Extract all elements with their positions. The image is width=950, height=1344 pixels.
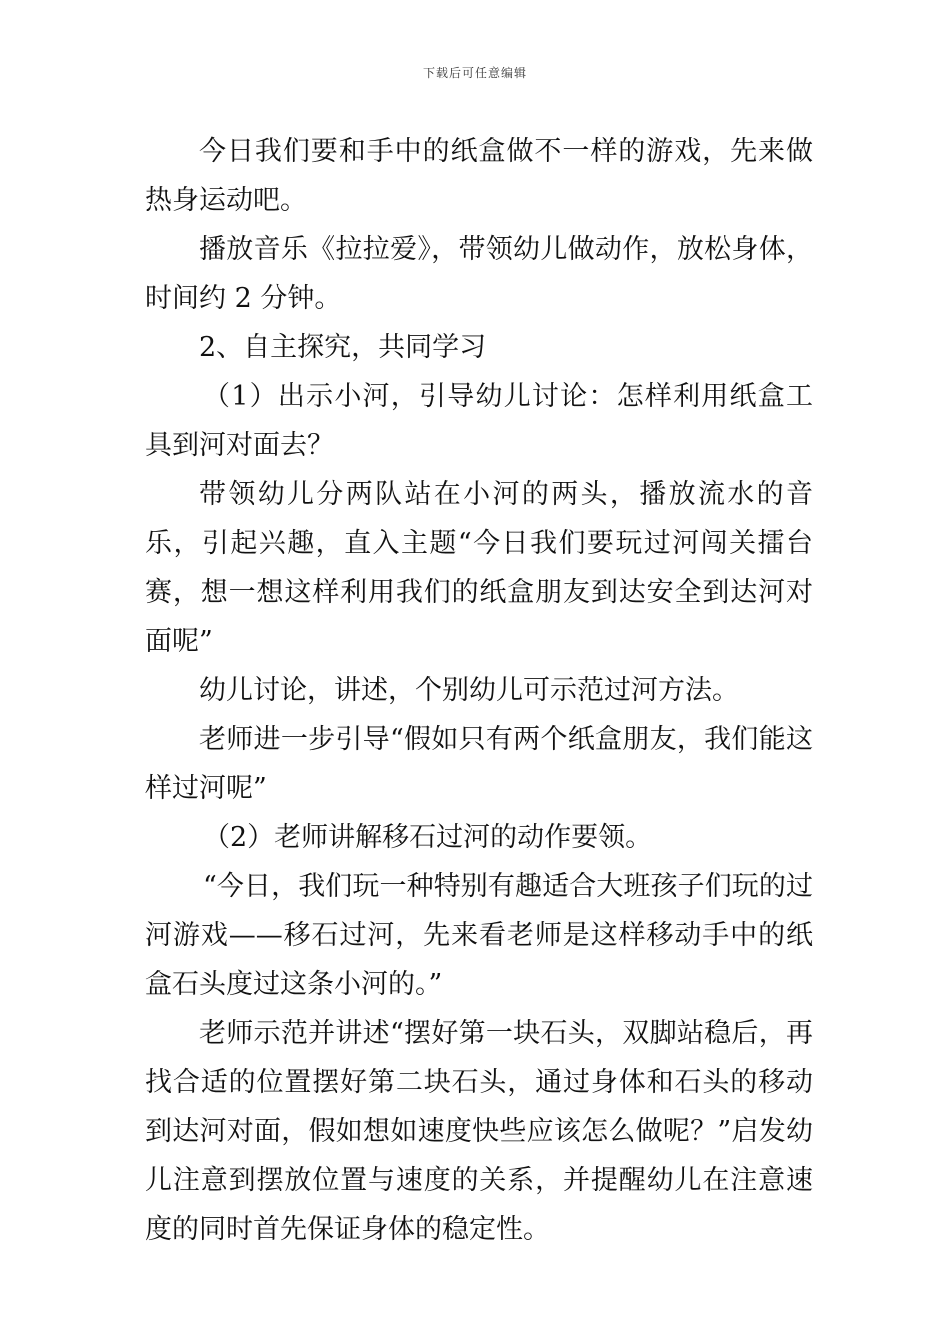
paragraph-discussion: 幼儿讨论，讲述，个别幼儿可示范过河方法。 [199, 675, 739, 706]
paragraph-game-intro: “今日，我们玩一种特别有趣适合大班孩子们玩的过河游戏——移石过河，先来看老师是这样移动手中的纸盒石头度过这条小河的。” [145, 871, 813, 1000]
paragraph-teacher-guide: 老师进一步引导“假如只有两个纸盒朋友，我们能这样过河呢” [145, 724, 813, 804]
page-header: 下载后可任意编辑 [422, 66, 527, 80]
paragraph-step-2: （2）老师讲解移石过河的动作要领。 [203, 822, 653, 853]
paragraph-lead-children: 带领幼儿分两队站在小河的两头，播放流水的音乐，引起兴趣，直入主题“今日我们要玩过河闯关擂台赛，想一想这样利用我们的纸盒朋友到达安全到达河对面呢” [145, 479, 813, 657]
paragraph-music: 播放音乐《拉拉爱》，带领幼儿做动作，放松身体，时间约 2 分钟。 [145, 234, 813, 314]
paragraph-demonstration: 老师示范并讲述“摆好第一块石头，双脚站稳后，再找合适的位置摆好第二块石头，通过身体和石头的移动到达河对面，假如想如速度快些应该怎么做呢？”启发幼儿注意到摆放位置与速度的关系，并提醒幼儿在注意速度的同时首先保证身体的稳定性。 [145, 1018, 813, 1245]
paragraph-warmup: 今日我们要和手中的纸盒做不一样的游戏，先来做热身运动吧。 [145, 136, 813, 216]
paragraph-step-1: （1）出示小河，引导幼儿讨论：怎样利用纸盒工具到河对面去？ [145, 381, 813, 461]
section-heading-explore: 2、自主探究，共同学习 [199, 332, 487, 363]
document-body [145, 127, 813, 1254]
